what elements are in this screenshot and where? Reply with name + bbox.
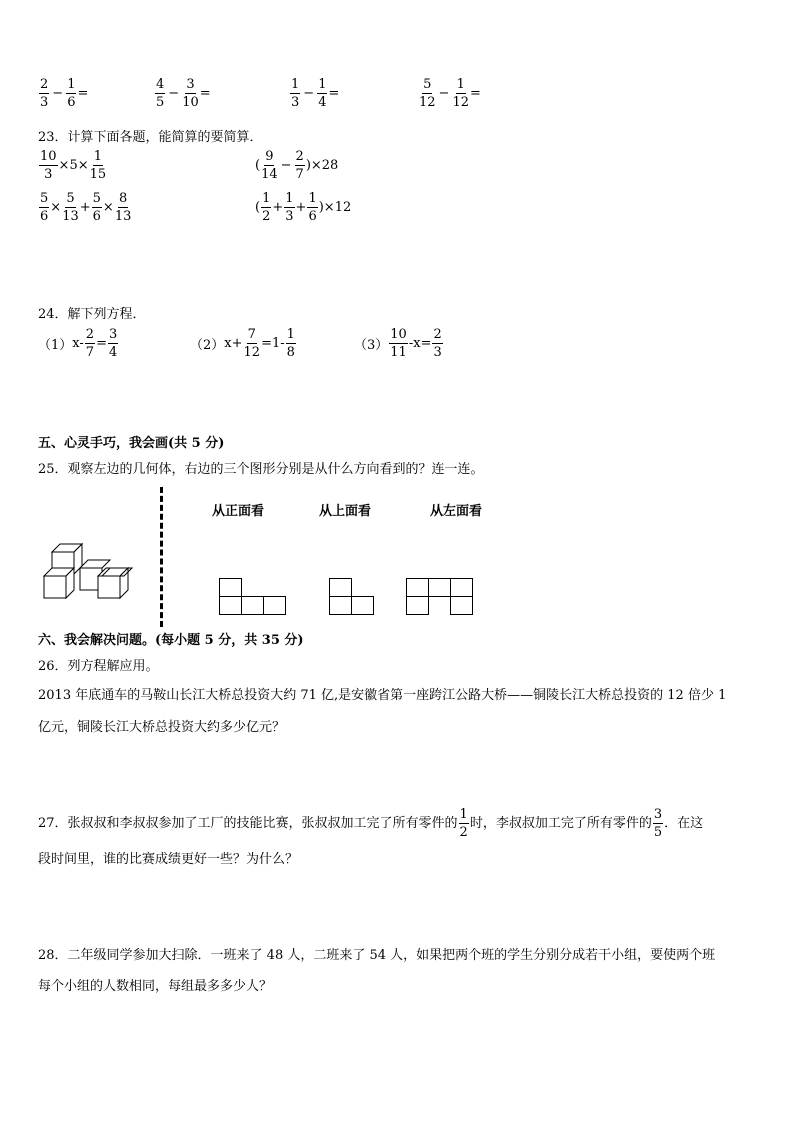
q26-title: 26．列方程解应用。 bbox=[38, 659, 159, 674]
q23-expr-3: $\frac{5}{6}$ × $\frac{5}{13}$ + $\frac{5}{6}$ × $\frac{8}{13}$ bbox=[40, 191, 132, 224]
fraction: $\frac{2}{3}$ bbox=[40, 77, 49, 110]
q23-title: 23．计算下面各题，能简算的要简算． bbox=[38, 130, 263, 145]
fraction: $\frac{1}{6}$ bbox=[67, 77, 76, 110]
fraction: $\frac{1}{12}$ bbox=[452, 77, 469, 110]
fraction: $\frac{1}{3}$ bbox=[291, 77, 300, 110]
fraction: $\frac{9}{14}$ bbox=[261, 149, 278, 182]
cube-solid-figure bbox=[40, 540, 145, 606]
fraction: $\frac{2}{3}$ bbox=[433, 327, 442, 360]
q26-text-line-2: 亿元，铜陵长江大桥总投资大约多少亿元？ bbox=[38, 720, 286, 735]
q24-equation-1: （1） x- $\frac{2}{7}$ = $\frac{3}{4}$ bbox=[38, 327, 118, 360]
fraction: $\frac{3}{4}$ bbox=[108, 327, 118, 360]
q23-expr-4: ( $\frac{1}{2}$ + $\frac{1}{3}$ + $\frac{1}{6}$ )×12 bbox=[255, 191, 352, 224]
fraction: $\frac{10}{11}$ bbox=[390, 327, 407, 360]
view-label-front: 从正面看 bbox=[212, 504, 265, 519]
fraction: $\frac{8}{13}$ bbox=[114, 191, 132, 224]
fraction: $\frac{1}{6}$ bbox=[308, 191, 317, 224]
view-grid-3 bbox=[406, 578, 476, 616]
q23-expr-1: $\frac{10}{3}$ ×5× $\frac{1}{15}$ bbox=[40, 149, 107, 182]
fraction: $\frac{1}{15}$ bbox=[89, 149, 107, 182]
q28-text-line-1: 28．二年级同学参加大扫除．一班来了 48 人，二班来了 54 人，如果把两个班的学生分别分成若干小组，要使两个班 bbox=[38, 948, 716, 963]
fraction: $\frac{2}{7}$ bbox=[295, 149, 304, 182]
q25-title: 25．观察左边的几何体，右边的三个图形分别是从什么方向看到的？连一连。 bbox=[38, 462, 484, 477]
divider-dashed bbox=[160, 487, 163, 627]
q28-text-line-2: 每个小组的人数相同，每组最多多少人？ bbox=[38, 979, 273, 994]
fraction: $\frac{2}{7}$ bbox=[85, 327, 95, 360]
view-grid-2 bbox=[329, 578, 377, 616]
fraction: $\frac{1}{4}$ bbox=[318, 77, 327, 110]
q22-expr-4: $\frac{5}{12}$ − $\frac{1}{12}$ = bbox=[419, 77, 481, 110]
q23-expr-2: ( $\frac{9}{14}$ − $\frac{2}{7}$ )×28 bbox=[255, 149, 339, 182]
section-5-heading: 五、心灵手巧，我会画(共 5 分) bbox=[38, 436, 225, 451]
q22-expr-3: $\frac{1}{3}$ − $\frac{1}{4}$ = bbox=[291, 77, 340, 110]
q24-equation-3: （3） $\frac{10}{11}$ -x= $\frac{2}{3}$ bbox=[354, 327, 442, 360]
section-6-heading: 六、我会解决问题。(每小题 5 分，共 35 分) bbox=[38, 633, 304, 648]
fraction: $\frac{7}{12}$ bbox=[243, 327, 261, 360]
fraction: $\frac{5}{6}$ bbox=[40, 191, 49, 224]
q27-text-line-2: 段时间里，谁的比赛成绩更好一些？为什么？ bbox=[38, 852, 299, 867]
q22-expr-1: $\frac{2}{3}$ − $\frac{1}{6}$ = bbox=[40, 77, 89, 110]
q22-expr-2: $\frac{4}{5}$ − $\frac{3}{10}$ = bbox=[156, 77, 211, 110]
view-label-left: 从左面看 bbox=[430, 504, 483, 519]
q27-text-line-1: 27．张叔叔和李叔叔参加了工厂的技能比赛，张叔叔加工完了所有零件的 $\frac{1}{2}$ 时，李叔叔加工完了所有零件的 $\frac{3}{5}$ ．在这 bbox=[38, 807, 704, 840]
view-label-top: 从上面看 bbox=[319, 504, 372, 519]
view-grid-1 bbox=[219, 578, 289, 616]
fraction: $\frac{1}{8}$ bbox=[286, 327, 295, 360]
fraction: $\frac{3}{10}$ bbox=[182, 77, 199, 110]
fraction: $\frac{5}{13}$ bbox=[62, 191, 79, 224]
fraction: $\frac{10}{3}$ bbox=[40, 149, 57, 182]
q24-title: 24．解下列方程． bbox=[38, 307, 146, 322]
fraction: $\frac{4}{5}$ bbox=[156, 77, 165, 110]
q26-text-line-1: 2013 年底通车的马鞍山长江大桥总投资大约 71 亿,是安徽省第一座跨江公路大桥——铜陵长江大桥总投资的 12 倍少 1 bbox=[38, 688, 727, 703]
fraction: $\frac{1}{2}$ bbox=[459, 807, 468, 840]
fraction: $\frac{1}{2}$ bbox=[262, 191, 271, 224]
fraction: $\frac{5}{12}$ bbox=[419, 77, 436, 110]
fraction: $\frac{3}{5}$ bbox=[653, 807, 663, 840]
fraction: $\frac{5}{6}$ bbox=[92, 191, 101, 224]
q24-equation-2: （2） x+ $\frac{7}{12}$ =1- $\frac{1}{8}$ bbox=[190, 327, 295, 360]
fraction: $\frac{1}{3}$ bbox=[285, 191, 294, 224]
